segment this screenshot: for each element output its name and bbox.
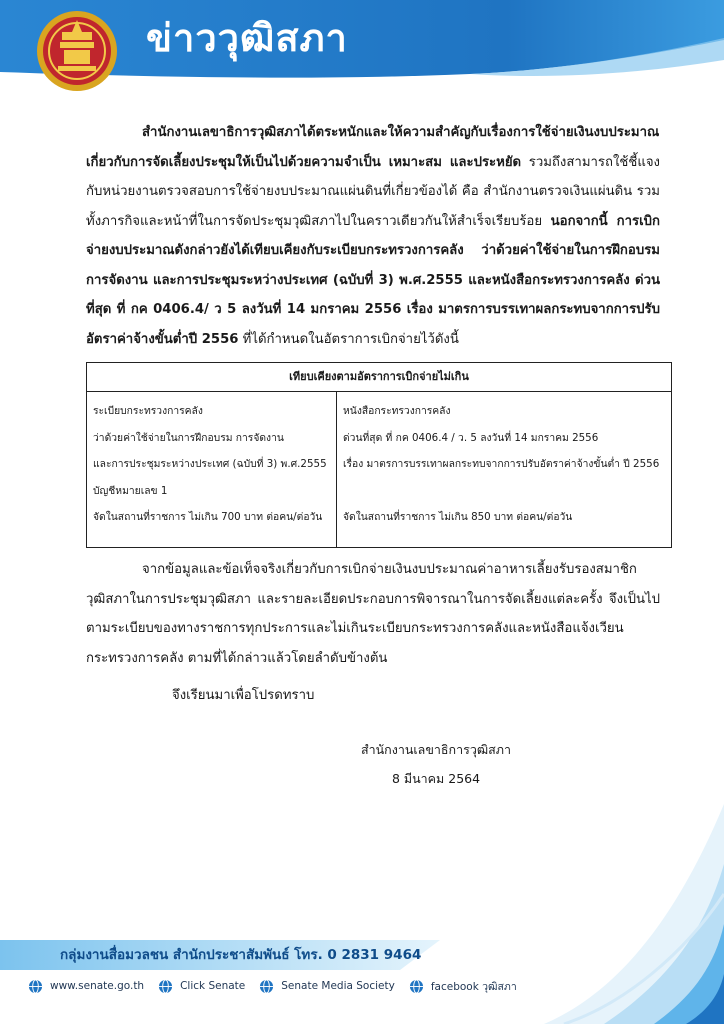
table-header: เทียบเคียงตามอัตราการเบิกจ่ายไม่เกิน: [87, 363, 671, 392]
intro-text-1: รวมถึงสามารถใช้ชี้แจงกับหน่วยงานตรวจสอบการใช้จ่ายงบประมาณแผ่นดินที่เกี่ยวข้องได้ คือ สำนักงานตรวจเงินแผ่นดิน รวมทั้งภารกิจและหน้าที่ในการจัดประชุมวุฒิสภาไปในคราวเดียวกันให้สำเร็จเรียบร้อย: [86, 154, 660, 229]
right-line-1: หนังสือกระทรวงการคลัง: [343, 405, 451, 417]
left-line-2: ว่าด้วยค่าใช้จ่ายในการฝึกอบรม การจัดงาน: [93, 431, 284, 444]
link-click-senate-label: Click Senate: [180, 980, 246, 992]
intro-text-2: ที่ได้กำหนดในอัตราการเบิกจ่ายไว้ดังนี้: [238, 331, 459, 347]
right-line-spacer: [343, 478, 665, 505]
senate-emblem-icon: [36, 10, 118, 92]
globe-icon: [28, 979, 43, 994]
globe-icon: [158, 979, 173, 994]
closing-section: [86, 555, 660, 711]
link-media-society[interactable]: [259, 979, 395, 994]
left-line-4: บัญชีหมายเลข 1: [93, 484, 168, 497]
link-facebook[interactable]: [409, 978, 517, 995]
signature-date: 8 มีนาคม 2564: [391, 771, 481, 786]
intro-paragraph: [86, 118, 660, 354]
table-right-column: [337, 392, 671, 548]
right-line-2: ด่วนที่สุด ที่ กค 0406.4 / ว. 5 ลงวันที่ 14 มกราคม 2556: [343, 431, 599, 444]
footer-contact: กลุ่มงานสื่อมวลชน สำนักประชาสัมพันธ์ โทร. 0 2831 9464: [60, 947, 422, 963]
rate-comparison-table: [86, 362, 672, 548]
signature-block: [336, 735, 536, 793]
link-media-society-label: Senate Media Society: [281, 980, 395, 992]
link-website-label: www.senate.go.th: [50, 980, 145, 992]
right-line-3: เรื่อง มาตรการบรรเทาผลกระทบจากการปรับอัตราค่าจ้างขั้นต่ำ ปี 2556: [343, 458, 660, 471]
page-title: ข่าววุฒิสภา: [146, 16, 348, 60]
intro-section: [86, 118, 660, 354]
closing-text: จากข้อมูลและข้อเท็จจริงเกี่ยวกับการเบิกจ่ายเงินงบประมาณค่าอาหารเลี้ยงรับรองสมาชิกวุฒิสภาในการประชุมวุฒิสภา และรายละเอียดประกอบการพิจารณาในการจัดเลี้ยงแต่ละครั้ง จึงเป็นไปตามระเบียบของทางราชการทุกประการและไม่เกินระเบียบกระทรวงการคลังและหนังสือแจ้งเวียนกระทรวงการคลัง ตามที่ได้กล่าวแล้วโดยลำดับข้างต้น: [86, 562, 660, 666]
intro-bold-lead: สำนักงานเลขาธิการวุฒิสภาได้ตระหนักและให้ความสำคัญกับเรื่องการใช้จ่ายเงินงบประมาณเกี่ยวกับการจัดเลี้ยงประชุมให้เป็นไปด้วยความจำเป็น เหมาะสม และประหยัด: [86, 125, 660, 170]
intro-bold-2: นอกจากนี้ การเบิกจ่ายงบประมาณดังกล่าวยังได้เทียบเคียงกับระเบียบกระทรวงการคลัง ว่าด้วยค่าใช้จ่ายในการฝึกอบรม การจัดงาน และการประชุมระหว่างประเทศ (ฉบับที่ 3) พ.ศ.2555 และหนังสือกระทรวงการคลัง ด่วนที่สุด ที่ กค 0406.4/ ว 5 ลงวันที่ 14 มกราคม 2556 เรื่อง มาตรการบรรเทาผลกระทบจากการปรับอัตราค่าจ้างขั้นต่ำปี 2556: [86, 213, 660, 347]
right-line-5: จัดในสถานที่ราชการ ไม่เกิน 850 บาท ต่อคน/ต่อวัน: [343, 511, 573, 524]
footer-links: [28, 975, 531, 997]
left-line-1: ระเบียบกระทรวงการคลัง: [93, 405, 203, 417]
link-website[interactable]: [28, 979, 144, 994]
globe-icon: [259, 979, 274, 994]
link-click-senate[interactable]: [158, 979, 245, 994]
globe-icon: [409, 979, 424, 994]
signature-org: สำนักงานเลขาธิการวุฒิสภา: [360, 742, 512, 757]
table-left-column: [87, 392, 337, 548]
sign-off-text: จึงเรียนมาเพื่อโปรดทราบ: [172, 688, 315, 703]
left-line-5: จัดในสถานที่ราชการ ไม่เกิน 700 บาท ต่อคน/ต่อวัน: [93, 511, 323, 524]
sign-off-paragraph: [86, 681, 660, 711]
left-line-3: และการประชุมระหว่างประเทศ (ฉบับที่ 3) พ.ศ.2555: [93, 458, 327, 471]
link-facebook-label: facebook วุฒิสภา: [430, 980, 517, 993]
closing-paragraph: [86, 555, 660, 673]
